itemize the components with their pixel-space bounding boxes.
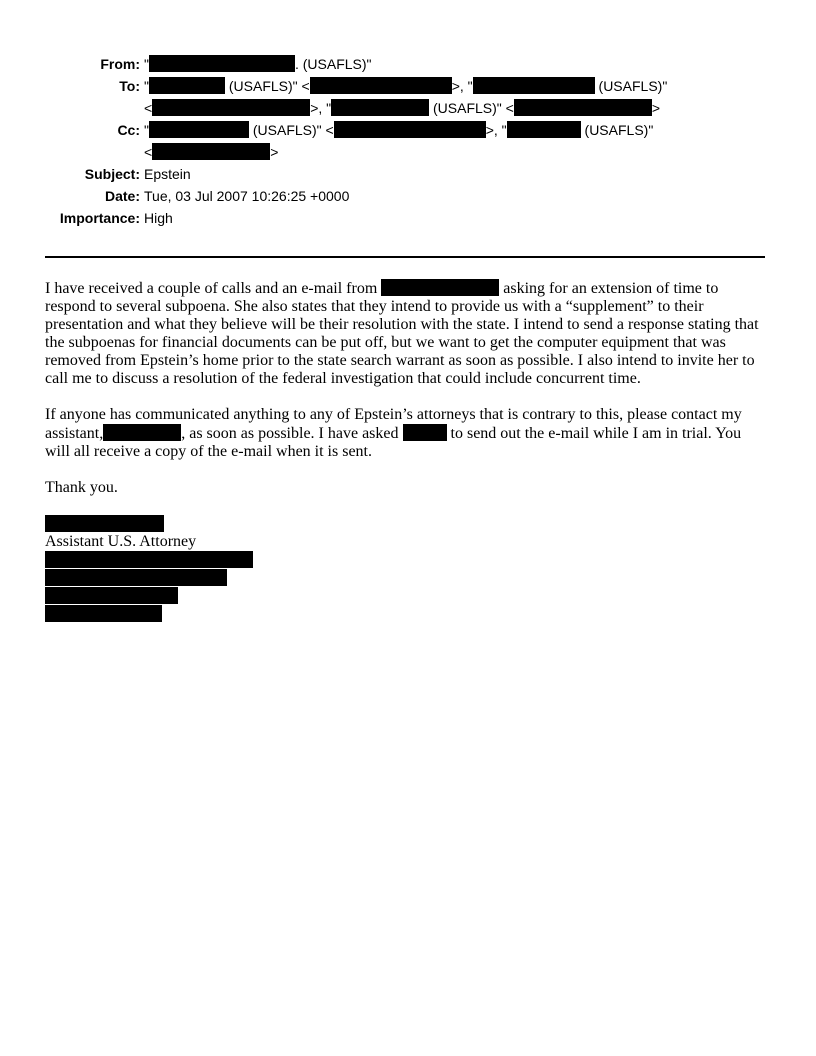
redaction-block — [45, 605, 162, 622]
closing-text: Thank you. — [45, 479, 118, 496]
redaction-block — [473, 77, 595, 94]
from-row: From: " . (USAFLS)" — [0, 53, 816, 75]
redaction-block — [310, 77, 452, 94]
date-value: Tue, 03 Jul 2007 10:26:25 +0000 — [144, 188, 350, 204]
importance-label: Importance: — [59, 210, 140, 226]
to-row: To: " (USAFLS)" < >, " (USAFLS)" — [0, 75, 816, 97]
to-row-continued: < >, " (USAFLS)" < > — [144, 100, 661, 116]
to-label: To: — [119, 78, 140, 94]
redaction-block — [149, 55, 295, 72]
email-body — [45, 279, 770, 623]
importance-value: High — [144, 210, 173, 226]
redaction-block — [103, 424, 181, 441]
redaction-block — [45, 587, 178, 604]
redaction-block — [152, 143, 270, 160]
redaction-block — [149, 121, 249, 138]
redaction-block — [403, 424, 447, 441]
redaction-block — [381, 279, 499, 296]
from-label: From: — [100, 56, 140, 72]
date-label: Date: — [104, 188, 140, 204]
cc-row-continued: < > — [144, 144, 279, 160]
header-divider — [45, 256, 765, 258]
signature-title: Assistant U.S. Attorney — [45, 533, 197, 550]
redaction-block — [149, 77, 225, 94]
importance-row — [0, 207, 816, 229]
redaction-block — [514, 99, 652, 116]
redaction-block — [331, 99, 429, 116]
redaction-block — [45, 551, 253, 568]
redaction-block — [45, 515, 164, 532]
email-header — [0, 53, 816, 229]
body-paragraph: If anyone has communicated anything to any of Epstein’s attorneys that is contrary to this, please contact my assistant, , as soon as possible. I have asked to send out the e-mail while I am in trial. You will all receive a copy of the e-mail when it is sent. — [45, 406, 742, 460]
body-paragraph: I have received a couple of calls and an e-mail from asking for an extension of time to respond to several subpoena. She also states that they intend to provide us with a “supplement” to their presentation and what they believe will be their resolution with the state. I intend to send a response stating that the subpoenas for financial documents can be put off, but we want to get the computer equipment that was removed from Epstein’s home prior to the state search warrant as soon as possible. I also intend to invite her to call me to discuss a resolution of the federal investigation that could include concurrent time. — [45, 280, 759, 387]
cc-label: Cc: — [117, 122, 140, 138]
redaction-block — [334, 121, 486, 138]
subject-label: Subject: — [84, 166, 140, 182]
cc-row: Cc: " (USAFLS)" < >, " (USAFLS)" — [0, 119, 816, 141]
date-row — [0, 185, 816, 207]
redaction-block — [152, 99, 310, 116]
signature-block — [45, 515, 770, 622]
redaction-block — [507, 121, 581, 138]
redaction-block — [45, 569, 227, 586]
subject-value: Epstein — [144, 166, 191, 182]
subject-row — [0, 163, 816, 185]
